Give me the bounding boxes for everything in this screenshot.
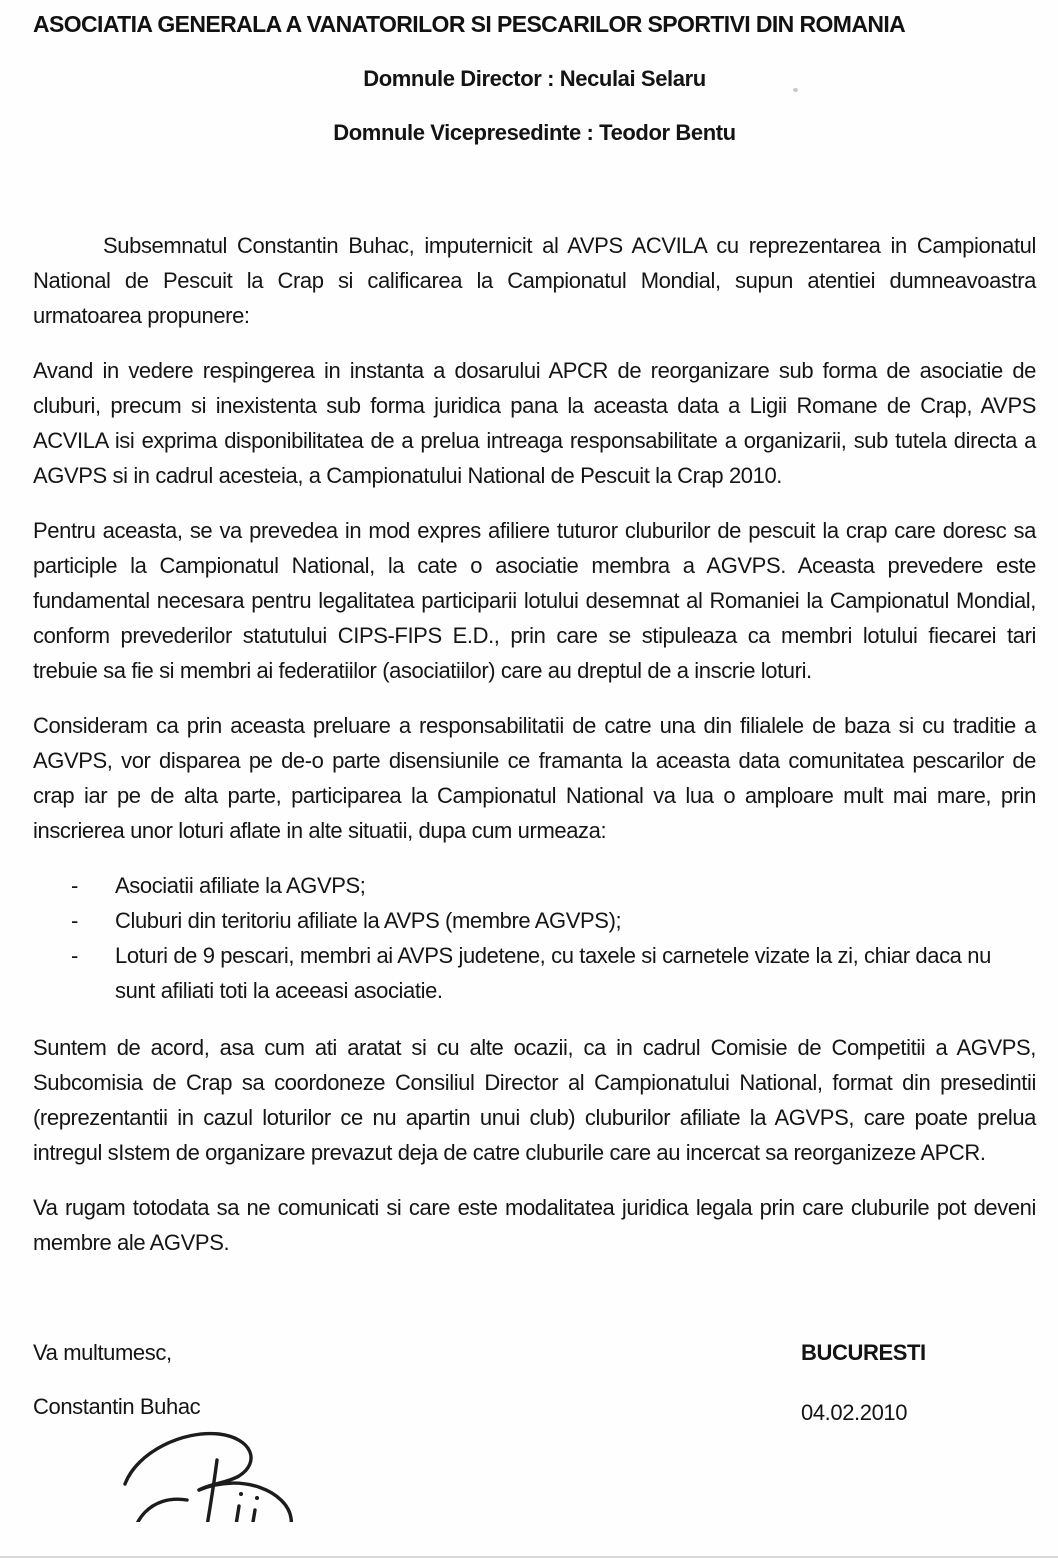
paragraph-intro: Subsemnatul Constantin Buhac, imputernicit al AVPS ACVILA cu reprezentarea in Campionatul National de Pescuit la Crap si calificarea la Campionatul Mondial, supun atentiei dumneavoastra urmatoarea propunere: (33, 233, 1036, 328)
paragraph-agreement: Suntem de acord, asa cum ati aratat si cu alte ocazii, ca in cadrul Comisie de Competitii a AGVPS, Subcomisia de Crap sa coordoneze Consiliul Director al Campionatului National, format din presedintii (reprezentantii in cazul loturilor ce nu apartin unui club) cluburilor afiliate la AGVPS, care poate prelua intregul sIstem de organizare prevazut deja de catre cluburile care au incercat sa reorganizeze APCR. (33, 1035, 1036, 1165)
closing-thanks: Va multumesc, (33, 1340, 172, 1365)
closing-left-column (33, 1340, 801, 1522)
list-item-loturi: - Loturi de 9 pescari, membri ai AVPS judetene, cu taxele si carnetele vizate la zi, chiar daca nu sunt afiliati toti la aceeasi asociatie. (115, 938, 1036, 1008)
handwritten-signature-icon (111, 1426, 301, 1522)
paragraph-affiliation-rule: Pentru aceasta, se va prevedea in mod expres afiliere tuturor cluburilor de pescuit la crap care doresc sa participle la Campionatul National, la cate o asociatie membra a AGVPS. Aceasta prevedere este fundamental necesara pentru legalitatea participarii lotului desemnat al Romaniei la Campionatul Mondial, conform prevederilor statutului CIPS-FIPS E.D., prin care se stipuleaza ca membri lotului fiecarei tari trebuie sa fie si membri ai federatiilor (asociatiilor) care au dreptul de a inscrie loturi. (33, 518, 1036, 683)
closing-right-column (801, 1340, 1036, 1522)
list-item-cluburi: - Cluburi din teritoriu afiliate la AVPS (membre AGVPS); (115, 903, 1036, 938)
paragraph-context: Avand in vedere respingerea in instanta a dosarului APCR de reorganizare sub forma de asociatie de cluburi, precum si inexistenta sub forma juridica pana la aceasta data a Ligii Romane de Crap, AVPS ACVILA isi exprima disponibilitatea de a prelua intreaga responsabilitate a organizarii, sub tutela directa a AGVPS si in cadrul acesteia, a Campionatului National de Pescuit la Crap 2010. (33, 358, 1036, 488)
addressee-director: Domnule Director : Neculai Selaru (363, 66, 706, 91)
signer-name: Constantin Buhac (33, 1394, 201, 1419)
closing-block (33, 1340, 1036, 1522)
situations-list (33, 868, 1036, 1008)
closing-city: BUCURESTI (801, 1340, 926, 1365)
closing-date: 04.02.2010 (801, 1400, 908, 1425)
addressee-vicepresident: Domnule Vicepresedinte : Teodor Bentu (333, 120, 736, 145)
list-item-asociatii: - Asociatii afiliate la AGVPS; (115, 868, 1036, 903)
scan-artifact-dot (793, 88, 798, 92)
paragraph-request: Va rugam totodata sa ne comunicati si care este modalitatea juridica legala prin care cluburile pot deveni membre ale AGVPS. (33, 1195, 1036, 1255)
paragraph-benefits: Consideram ca prin aceasta preluare a responsabilitatii de catre una din filialele de baza si cu traditie a AGVPS, vor disparea pe de-o parte disensiunile ce framanta la aceasta data comunitatea pescarilor de crap iar pe de alta parte, participarea la Campionatul National va lua o amploare mult mai mare, prin inscrierea unor loturi aflate in alte situatii, dupa cum urmeaza: (33, 713, 1036, 843)
organization-header: ASOCIATIA GENERALA A VANATORILOR SI PESCARILOR SPORTIVI DIN ROMANIA (33, 11, 906, 37)
